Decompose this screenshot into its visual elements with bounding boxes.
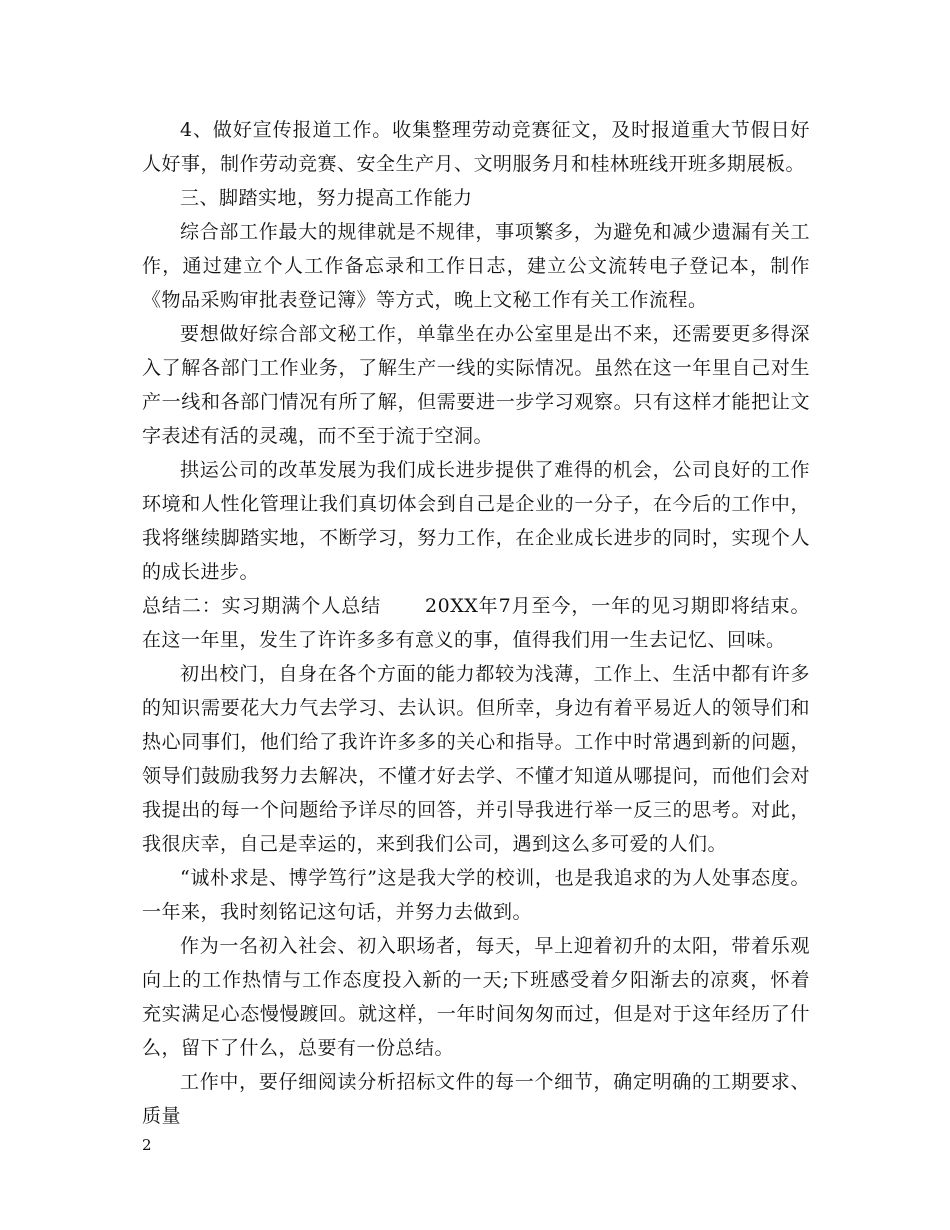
paragraph-bidding-work: 工作中，要仔细阅读分析招标文件的每一个细节，确定明确的工期要求、质量 <box>142 1071 810 1127</box>
document-body <box>142 113 810 1133</box>
summary-two-intro: 20XX年7月至今，一年的见习期即将结束。在这一年里，发生了许许多多有意义的事，值得我们用一生去记忆、回味。 <box>142 595 810 651</box>
summary-two-title: 总结二：实习期满个人总结 <box>142 595 382 617</box>
paragraph-company-development: 拱运公司的改革发展为我们成长进步提供了难得的机会，公司良好的工作环境和人性化管理让我们真切体会到自己是企业的一分子，在今后的工作中，我将继续脚踏实地，不断学习，努力工作，在企业成长进步的同时，实现个人的成长进步。 <box>142 459 810 583</box>
page-number: 2 <box>142 1136 152 1154</box>
paragraph-school-motto: “诚朴求是、博学笃行”这是我大学的校训，也是我追求的为人处事态度。一年来，我时刻铭记这句话，并努力去做到。 <box>142 867 810 923</box>
paragraph-daily-attitude: 作为一名初入社会、初入职场者，每天，早上迎着初升的太阳，带着乐观向上的工作热情与工作态度投入新的一天;下班感受着夕阳渐去的凉爽，怀着充实满足心态慢慢踱回。就这样，一年时间匆匆而过，但是对于这年经历了什么，留下了什么，总要有一份总结。 <box>142 935 810 1059</box>
paragraph-secretarial-work: 要想做好综合部文秘工作，单靠坐在办公室里是出不来，还需要更多得深入了解各部门工作业务，了解生产一线的实际情况。虽然在这一年里自己对生产一线和各部门情况有所了解，但需要进一步学习观察。只有这样才能把让文字表述有活的灵魂，而不至于流于空洞。 <box>142 323 810 447</box>
section-heading-three: 三、脚踏实地，努力提高工作能力 <box>180 187 473 209</box>
paragraph-work-rules: 综合部工作最大的规律就是不规律，事项繁多，为避免和减少遗漏有关工作，通过建立个人工作备忘录和工作日志，建立公文流转电子登记本，制作《物品采购审批表登记簿》等方式，晚上文秘工作有关工作流程。 <box>142 221 810 311</box>
paragraph-summary-two <box>142 589 810 657</box>
paragraph-publicity-work: 4、做好宣传报道工作。收集整理劳动竞赛征文，及时报道重大节假日好人好事，制作劳动竞赛、安全生产月、文明服务月和桂林班线开班多期展板。 <box>142 119 810 175</box>
paragraph-first-job: 初出校门，自身在各个方面的能力都较为浅薄，工作上、生活中都有许多的知识需要花大力气去学习、去认识。但所幸，身边有着平易近人的领导们和热心同事们，他们给了我许许多多的关心和指导。工作中时常遇到新的问题，领导们鼓励我努力去解决，不懂才好去学、不懂才知道从哪提问，而他们会对我提出的每一个问题给予详尽的回答，并引导我进行举一反三的思考。对此，我很庆幸，自己是幸运的，来到我们公司，遇到这么多可爱的人们。 <box>142 663 810 855</box>
